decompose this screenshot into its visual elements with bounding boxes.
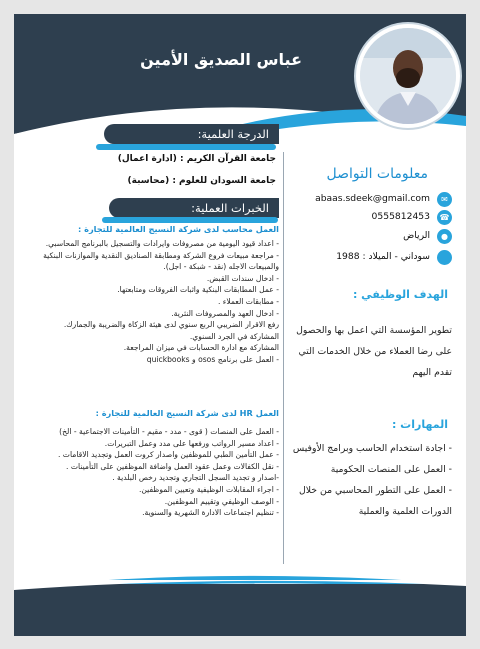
location-text: الرياض: [403, 230, 430, 241]
job-duties-list: [24, 238, 279, 366]
list-item: رفع الاقرار الضريبي الربع سنوي لدى هيئة الزكاة والضريبة والجمارك.: [63, 320, 279, 330]
education-item: جامعة السودان للعلوم : (محاسبة): [127, 176, 276, 186]
column-divider: [283, 152, 284, 564]
objective-line: تطوير المؤسسة التي اعمل بها والحصول: [296, 325, 452, 336]
list-item: - العمل على المنصات ( قوى - مدد - مقيم - التأمينات الاجتماعية - الخ): [59, 427, 279, 436]
list-item: - ادخال سندات القبض.: [206, 273, 279, 283]
contact-title: معلومات التواصل: [326, 166, 428, 182]
list-item: - ادخال العهد والمصروفات النثرية.: [171, 308, 279, 318]
objective-line: على رضا العملاء من خلال الخدمات التي: [298, 346, 452, 357]
phone-icon: ☎: [437, 210, 452, 225]
list-item: - اعداد قيود اليومية من مصروفات وايرادات والتسجيل بالبرنامج المحاسبي.: [45, 239, 279, 248]
objective-text: [290, 320, 452, 383]
email-row: [296, 192, 452, 208]
nationality-text: سوداني - الميلاد : 1988: [336, 251, 430, 262]
list-item: - نقل الكفالات وعمل عقود العمل واضافة الموظفين على التأمينات .: [66, 461, 279, 471]
list-item: - تنظيم اجتماعات الادارة الشهرية والسنوية.: [142, 508, 279, 518]
education-item: جامعة القرآن الكريم : (ادارة اعمال): [117, 154, 276, 164]
email-text: abaas.sdeek@gmail.com: [315, 193, 430, 204]
experience-accent: [102, 217, 278, 223]
list-item: -اصدار و تجديد السجل التجاري وتجديد رخص البلدية .: [112, 473, 279, 483]
bullet-icon: [437, 250, 452, 265]
list-item: - عمل التأمين الطبي للموظفين واصدار كروت العمل وتجديد الاقامات .: [57, 450, 279, 460]
phone-row: [296, 210, 452, 226]
location-pin-icon: ●: [437, 229, 452, 244]
skill-item: - اجادة استخدام الحاسب وبرامج الأوفيس: [292, 443, 452, 454]
objective-line: تقدم اليهم: [412, 367, 452, 378]
list-item: المشاركة في الجرد السنوي.: [189, 331, 279, 341]
skill-item: - العمل على المنصات الحكومية: [330, 464, 452, 475]
phone-text: 0555812453: [371, 211, 430, 222]
list-item: - عمل المطابقات البنكية واثبات الفروقات ومتابعتها.: [117, 285, 279, 295]
profile-photo: [356, 24, 460, 128]
skills-list: [290, 438, 452, 522]
job-duties-list: [24, 426, 279, 519]
list-item: المشاركة مع ادارة الحسابات في ميزان المراجعة.: [123, 343, 279, 353]
list-item: - مراجعة مبيعات فروع الشركة ومطابقة الصناديق النقدية والموازنات البنكية والمبيعات الاجله (نقد - شبكة - اجل).: [43, 250, 279, 272]
nationality-row: [296, 250, 452, 266]
list-item: - الوصف الوظيفي وتقييم الموظفين.: [164, 496, 279, 506]
skill-item: الدورات العلمية والعملية: [358, 506, 452, 517]
location-row: [296, 229, 452, 245]
skills-title: المهارات :: [391, 418, 448, 431]
list-item: - العمل على برنامج osos و quickbooks: [146, 354, 279, 364]
candidate-name: عباس الصديق الأمين: [140, 50, 302, 69]
objective-title: الهدف الوظيفي :: [352, 288, 448, 301]
list-item: - مطابقات العملاء .: [217, 296, 279, 306]
experience-header: الخبرات العملية:: [109, 198, 279, 218]
cv-page: [14, 14, 466, 636]
education-accent: [96, 144, 276, 150]
list-item: - اجراء المقابلات الوظيفية وتعيين الموظفين.: [138, 484, 279, 494]
job-title: العمل محاسب لدى شركة النسيج العالمية للتجارة :: [78, 224, 279, 234]
email-icon: ✉: [437, 192, 452, 207]
person-avatar-icon: [360, 28, 456, 124]
job-title: العمل HR لدى شركة النسيج العالمية للتجارة :: [95, 408, 279, 418]
list-item: - اعداد مسير الرواتب ورفعها على مدد وعمل التبريرات.: [104, 438, 279, 448]
education-header: الدرجة العلمية:: [104, 124, 279, 144]
skill-item: - العمل على التطور المحاسبي من خلال: [299, 485, 452, 496]
footer-wave-white: [14, 580, 466, 596]
